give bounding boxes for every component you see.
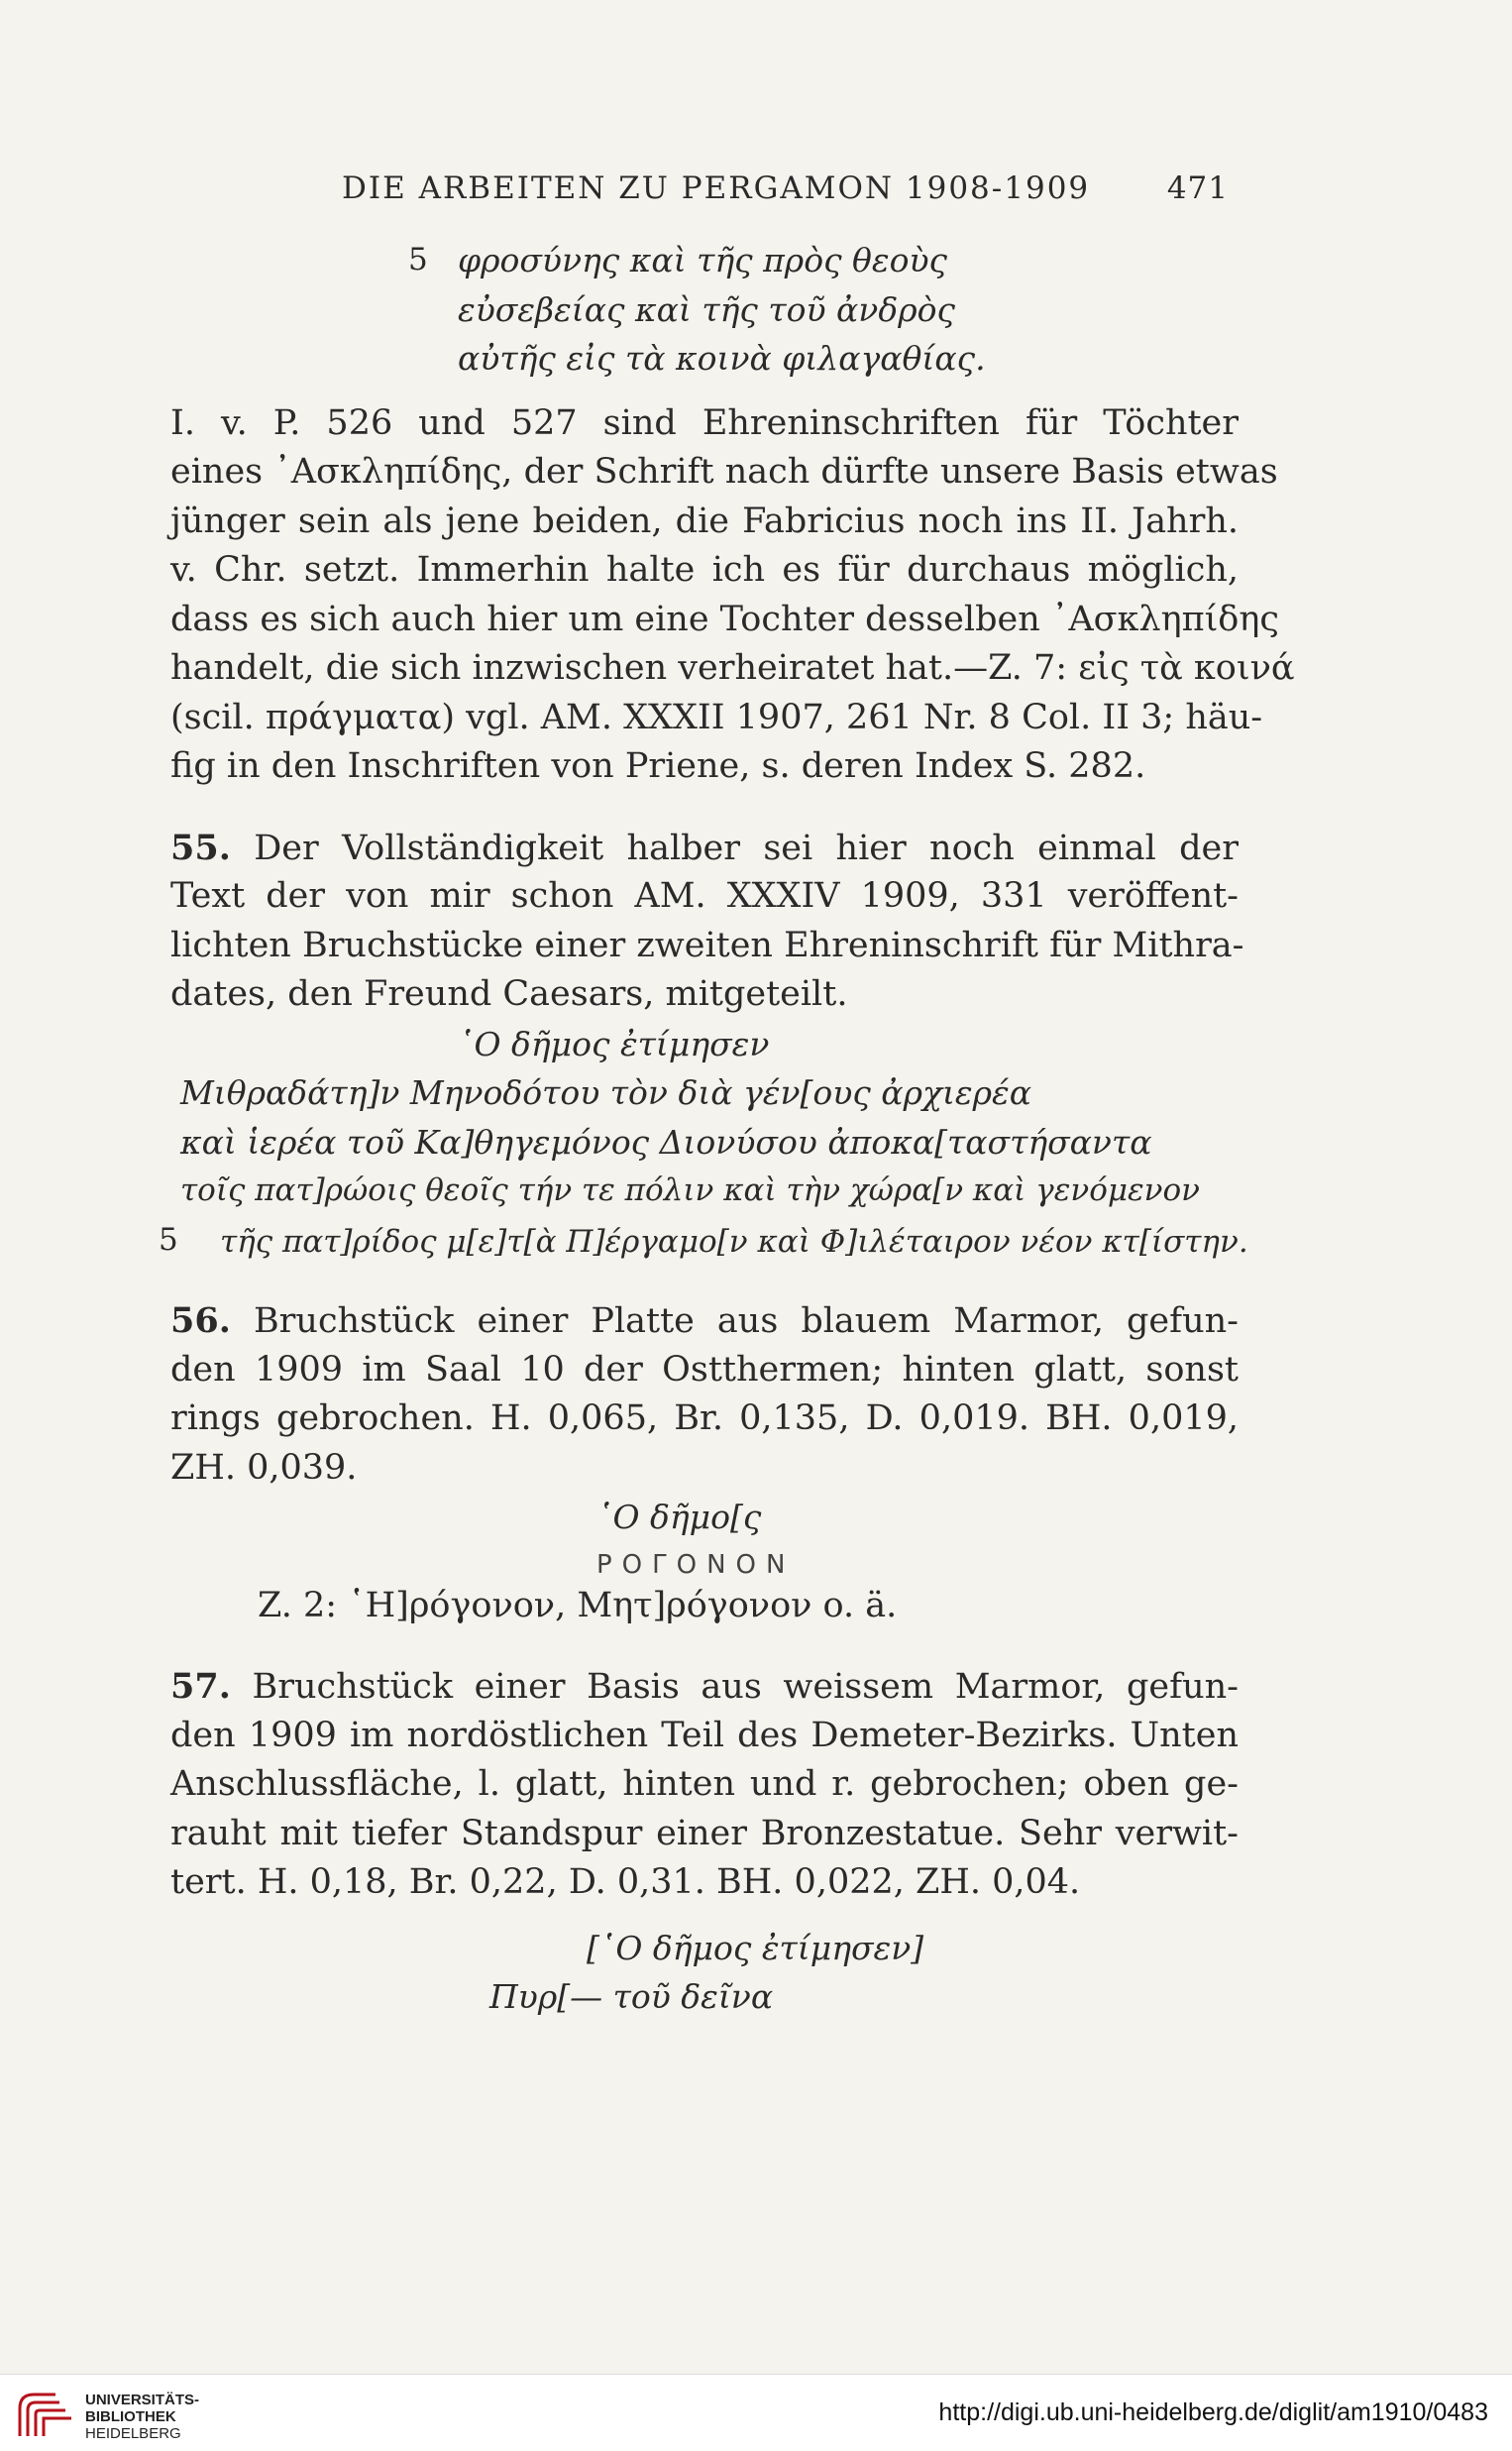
line-number: 5: [159, 1221, 178, 1258]
text-line: 57. Bruchstück einer Basis aus weissem Marmor, gefun-: [170, 1666, 1239, 1707]
page-body: [159, 236, 1295, 2022]
inscription-line: καὶ ἱερέα τοῦ Κα]θηγεμόνος Διονύσου ἀποκα[ταστήσαντα: [180, 1122, 1152, 1162]
inscription-line: τοῖς πατ]ρώοις θεοῖς τήν τε πόλιν καὶ τὴν χώρα[ν καὶ γενόμενον: [180, 1172, 1200, 1208]
inscription-line: 5 φροσύνης καὶ τῆς πρὸς θεοὺς: [170, 236, 1239, 285]
section-number: 55.: [170, 827, 231, 868]
text-line: Text der von mir schon AM. XXXIV 1909, 331 veröffent-: [170, 876, 1239, 916]
section-number: 56.: [170, 1300, 231, 1341]
text-line: rauht mit tiefer Standspur einer Bronzestatue. Sehr verwit-: [170, 1813, 1239, 1853]
text-line: 56. Bruchstück einer Platte aus blauem Marmor, gefun-: [170, 1300, 1239, 1341]
inscription-line: Μιθραδάτη]ν Μηνοδότου τὸν διὰ γέν[ους ἀρχιερέα: [180, 1073, 1032, 1112]
text-line: jünger sein als jene beiden, die Fabricius noch ins II. Jahrh.: [170, 501, 1239, 541]
running-title: DIE ARBEITEN ZU PERGAMON 1908-1909: [342, 170, 1091, 206]
text-line: rings gebrochen. H. 0,065, Br. 0,135, D. 0,019. BH. 0,019,: [170, 1398, 1239, 1438]
inscription-line: [῾Ο δῆμος ἐτίμησεν]: [587, 1928, 924, 1967]
inscription-heading: ῾Ο δῆμο[ς: [596, 1498, 762, 1536]
section-57: [170, 1662, 1239, 2022]
section-number: 57.: [170, 1666, 231, 1707]
inscription-line: εὐσεβείας καὶ τῆς τοῦ ἀνδρὸς: [458, 289, 955, 329]
ub-heidelberg-logo-icon: [16, 2389, 75, 2440]
text-line: Anschlussfläche, l. glatt, hinten und r. gebrochen; oben ge-: [170, 1764, 1239, 1804]
inscription-heading: ῾Ο δῆμος ἐτίμησεν: [458, 1024, 770, 1063]
inscription-line: Πυρ[— τοῦ δεῖνα: [489, 1977, 774, 2016]
library-name: UNIVERSITÄTS- BIBLIOTHEK HEIDELBERG: [85, 2392, 200, 2442]
text-line: dass es sich auch hier um eine Tochter desselben ᾿Ασκληπίδης: [170, 599, 1279, 639]
text-line: den 1909 im Saal 10 der Ostthermen; hinten glatt, sonst: [170, 1349, 1239, 1390]
text-line: fig in den Inschriften von Priene, s. deren Index S. 282.: [170, 746, 1146, 786]
text-line: ZH. 0,039.: [170, 1447, 358, 1488]
footer-bar: [0, 2374, 1512, 2451]
section-55: [159, 824, 1248, 1266]
text-line: handelt, die sich inzwischen verheiratet hat.—Z. 7: εἰς τὰ κοινά: [170, 648, 1295, 688]
text-line: dates, den Freund Caesars, mitgeteilt.: [170, 974, 848, 1014]
text-line: v. Chr. setzt. Immerhin halte ich es für durchaus möglich,: [170, 550, 1239, 590]
paragraph-commentary: [170, 399, 1295, 792]
section-56: [170, 1296, 1239, 1630]
text-line: 55. Der Vollständigkeit halber sei hier noch einmal der: [170, 827, 1239, 868]
source-url-link[interactable]: http://digi.ub.uni-heidelberg.de/diglit/am1910/0483: [938, 2398, 1488, 2426]
running-head: [342, 170, 1229, 210]
inscription-fragment: ΡΟΓΟΝΟΝ: [596, 1549, 796, 1580]
text-line: den 1909 im nordöstlichen Teil des Demeter-Bezirks. Unten: [170, 1715, 1239, 1755]
text-line: tert. H. 0,18, Br. 0,22, D. 0,31. BH. 0,022, ZH. 0,04.: [170, 1862, 1081, 1902]
text-line: I. v. P. 526 und 527 sind Ehreninschriften für Töchter: [170, 402, 1239, 443]
inscription-note: Z. 2: ῾Η]ρόγονον, Μητ]ρόγονον o. ä.: [258, 1585, 898, 1625]
inscription-line: 5 τῆς πατ]ρίδος μ[ε]τ[ὰ Π]έργαμο[ν καὶ Φ]ιλέταιρον νέον κτ[ίστην.: [170, 1216, 1239, 1266]
text-line: (scil. πράγματα) vgl. AM. XXXII 1907, 261 Nr. 8 Col. II 3; häu-: [170, 697, 1263, 737]
text-line: lichten Bruchstücke einer zweiten Ehreninschrift für Mithra-: [170, 925, 1244, 965]
inscription-line: αὐτῆς εἰς τὰ κοινὰ φιλαγαθίας.: [458, 339, 986, 378]
line-number: 5: [408, 242, 428, 278]
page-number: 471: [1166, 170, 1229, 206]
text-line: eines ᾿Ασκληπίδης, der Schrift nach dürfte unsere Basis etwas: [170, 452, 1278, 492]
